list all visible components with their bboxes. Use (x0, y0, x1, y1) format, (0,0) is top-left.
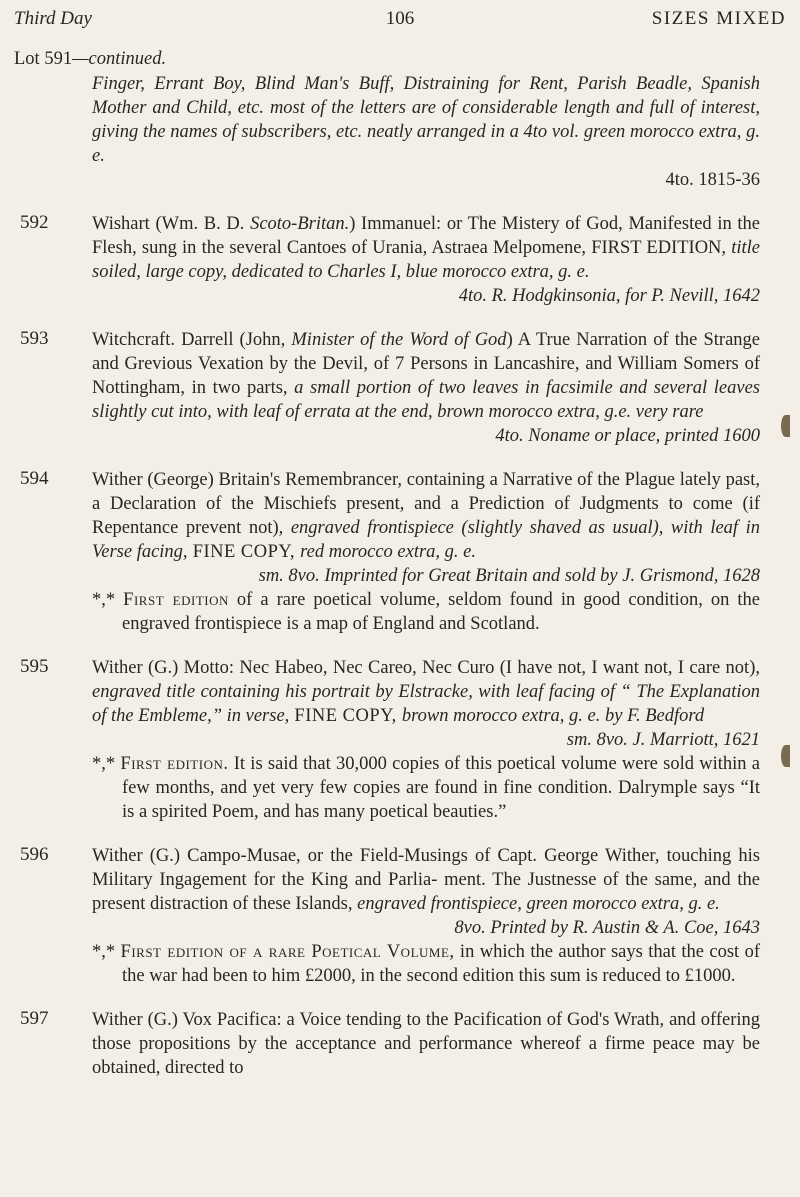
description-text: Witchcraft. Darrell (John, (92, 330, 292, 350)
description-italic: engraved title containing his portrait by Elstracke, with leaf facing of “ The Explanation of the Embleme,” in verse, (92, 682, 760, 726)
lot-heading (14, 49, 166, 70)
description-text: ) Immanuel: or The Mistery of God, Manifested in the Flesh, sung in the several Cantoes of Urania, Astraea Melpomene, FIRST EDITION, (92, 214, 760, 258)
lot-entry (0, 72, 800, 192)
lot-entry (0, 212, 800, 308)
note-text: It is said that 30,000 copies of this poetical volume were sold within a few months, and yet very few copies are found in fine condition. Dalrymple says “It is a spirited Poem, and has many poetical beauties.” (122, 754, 761, 822)
lot-number: 592 (20, 212, 49, 233)
description-italic: red morocco extra, g. e. (300, 542, 477, 562)
page-edge-mark (781, 745, 790, 767)
lot-number: 596 (20, 844, 49, 865)
description-text: Wishart (Wm. B. D. (92, 214, 251, 234)
lot-note (92, 752, 760, 824)
lot-entry (0, 844, 800, 988)
lot-note (92, 588, 760, 636)
page-header (14, 8, 786, 38)
lot-imprint: sm. 8vo. Imprinted for Great Britain and sold by J. Grismond, 1628 (258, 566, 760, 586)
lot-imprint: 4to. R. Hodgkinsonia, for P. Nevill, 1642 (458, 286, 760, 306)
description-italic: engraved frontispiece, green morocco extra, g. e. (357, 894, 720, 914)
lot-description (92, 328, 760, 448)
note-smallcaps: First edition of a rare Poetical Volume, (120, 942, 455, 962)
note-smallcaps: First edition (123, 590, 229, 610)
note-smallcaps: First edition. (120, 754, 229, 774)
lot-description (92, 72, 760, 192)
lot-description (92, 212, 760, 308)
lot-note (92, 940, 760, 988)
description-italic: engraved frontispiece (slightly shaved as usual), with leaf in Verse facing, (92, 518, 760, 562)
note-asterism: *,* (92, 590, 124, 610)
page-number: 106 (385, 8, 415, 29)
note-asterism: *,* (92, 942, 121, 962)
running-head-right: SIZES MIXED (651, 8, 786, 29)
lot-number: 593 (20, 328, 49, 349)
lot-entry (0, 1008, 800, 1080)
description-text: ) A True Narration of the Strange and Grevious Vexation by the Devil, of 7 Persons in Lancashire, and William Somers of Nottingham, in two parts, (92, 330, 760, 398)
note-text: in which the author says that the cost of the war had been to him £2000, in the second edition this sum is reduced to £1000. (122, 942, 760, 986)
lot-number: 597 (20, 1008, 49, 1029)
lot-imprint: 4to. 1815-36 (665, 170, 760, 190)
description-smallcaps: FINE COPY, (187, 542, 301, 562)
lot-number: 594 (20, 468, 49, 489)
lot-entry (0, 468, 800, 636)
description-smallcaps: FINE COPY, (289, 706, 402, 726)
description-italic: Finger, Errant Boy, Blind Man's Buff, Distraining for Rent, Parish Beadle, Spanish Mother and Child, etc. most of the letters are of considerable length and full of interest, giving the names of subscribers, etc. neatly arranged in a 4to vol. green morocco extra, g. e. (92, 74, 760, 166)
running-head-left: Third Day (14, 8, 92, 29)
page-edge-mark (781, 415, 790, 437)
lot-imprint: 4to. Noname or place, printed 1600 (495, 426, 760, 446)
description-text: Wither (G.) Motto: Nec Habeo, Nec Careo, Nec Curo (I have not, I want not, I care not), (92, 658, 760, 678)
lot-description (92, 656, 760, 752)
description-italic: brown morocco extra, g. e. by F. Bedford (401, 706, 705, 726)
description-text: Wither (G.) Vox Pacifica: a Voice tending to the Pacification of God's Wrath, and offering those propositions by the acceptance and performance whereof a firme peace may be obtained, directed to (92, 1010, 760, 1078)
lot-number: 595 (20, 656, 49, 677)
description-text: Wither (George) Britain's Remembrancer, containing a Narrative of the Plague lately past, a Declaration of the Mischiefs present, and a Prediction of Judgments to come (if Repentance prevent not), (92, 470, 760, 538)
description-italic: a small portion of two leaves in facsimile and several leaves slightly cut into, with leaf of errata at the end, brown morocco extra, g.e. very rare (92, 378, 760, 422)
note-text: of a rare poetical volume, seldom found in good condition, on the engraved frontispiece is a map of England and Scotland. (122, 590, 761, 634)
lot-continued: —continued. (72, 49, 167, 69)
lot-description (92, 468, 760, 588)
lot-entry (0, 656, 800, 824)
lot-imprint: sm. 8vo. J. Marriott, 1621 (566, 730, 760, 750)
lot-description (92, 844, 760, 940)
lot-description (92, 1008, 760, 1080)
lot-entry (0, 328, 800, 448)
description-italic: Scoto-Britan. (250, 214, 350, 234)
description-text: Wither (G.) Campo-Musae, or the Field-Musings of Capt. George Wither, touching his Military Ingagement for the King and Parlia- ment. The Justnesse of the same, and the present distraction of these Islands, (92, 846, 760, 914)
lot-imprint: 8vo. Printed by R. Austin & A. Coe, 1643 (454, 918, 760, 938)
lot-label: Lot 591 (14, 49, 73, 69)
description-italic: title soiled, large copy, dedicated to Charles I, blue morocco extra, g. e. (92, 238, 760, 282)
note-asterism: *,* (92, 754, 121, 774)
lot-entries (0, 72, 800, 1100)
description-italic: Minister of the Word of God (291, 330, 507, 350)
